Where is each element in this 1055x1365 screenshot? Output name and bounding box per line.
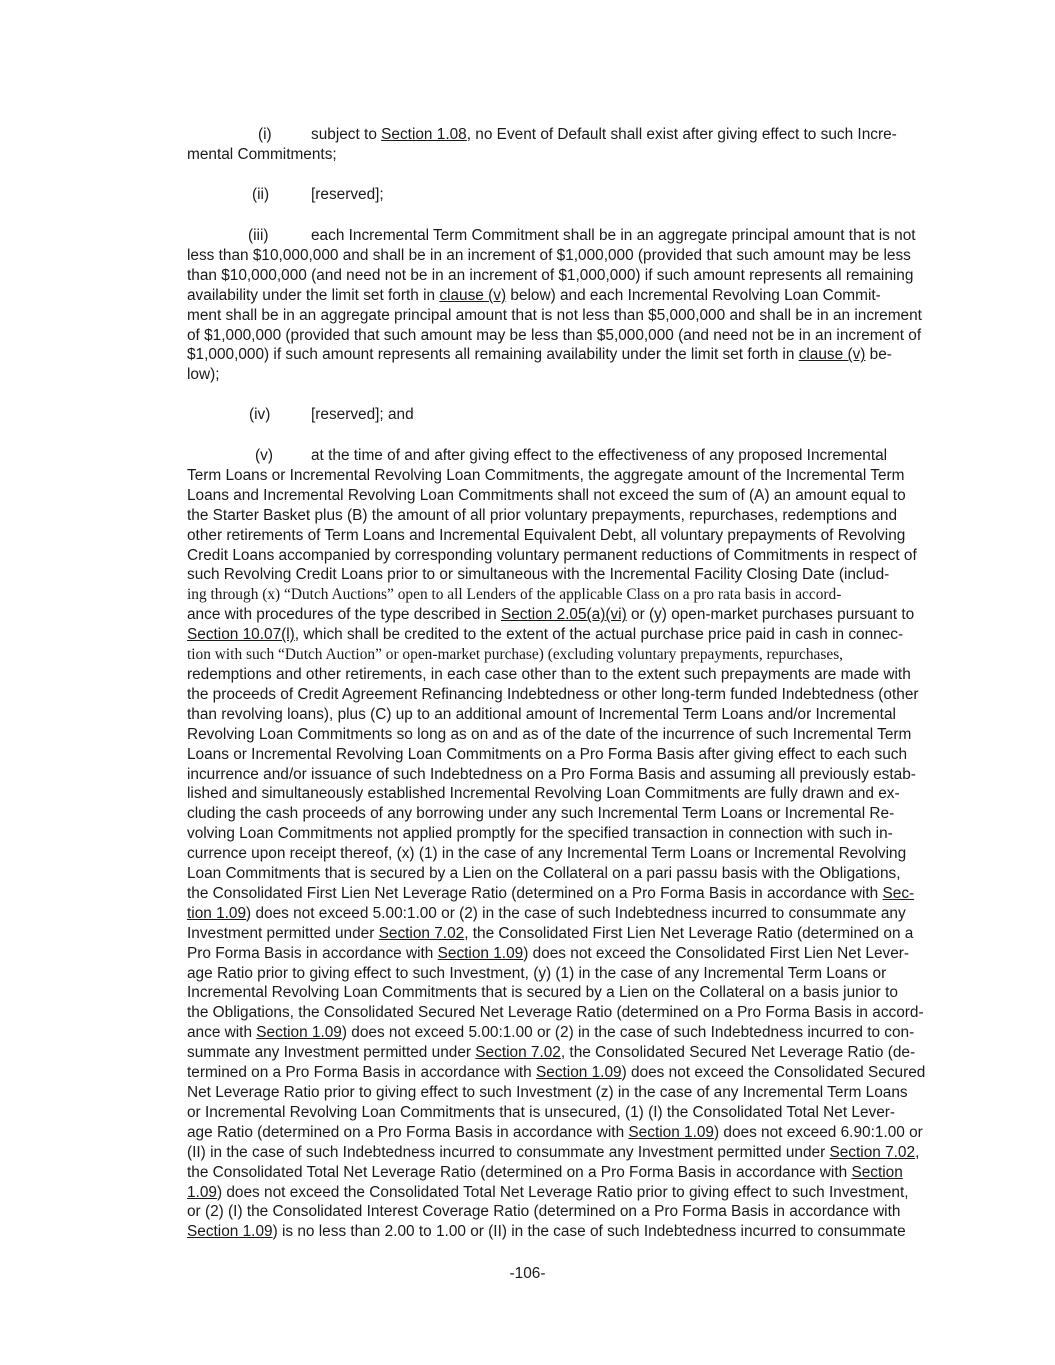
section-1-09-link[interactable]: Section 1.09 — [536, 1064, 622, 1082]
section-1-08-link[interactable]: Section 1.08 — [381, 126, 467, 143]
section-2-05-link[interactable]: Section 2.05(a)(vi) — [500, 606, 627, 624]
section-1-09-link[interactable]: Section 1.09 — [256, 1024, 342, 1042]
clause-iii: (iii) each Incremental Term Commitment shall be in an aggregate principal amount that is not less than $10,000,000 and shall be in an increment of $1,000,000 (provided that such amount may be less than $10,000,000 (and need not be in an increment of $1,000,000) if such amount represents all remaining availability under the limit set forth in clause (v) below) and each Incremental Revolving Loan Commit- ment shall be in an aggregate principal amount that is not less than $5,000,000 and shall be in an increment of $1,000,000 (provided that such amount may be less than $5,000,000 (and need not be in an increment of $1,000,000) if such amount represents all remaining availability under the limit set forth in clause (v) be- low); — [187, 227, 922, 384]
clause-iii-label: (iii) — [248, 227, 269, 244]
clause-ii-text: [reserved]; — [311, 186, 384, 203]
clause-iv — [187, 405, 932, 425]
page-number: -106- — [509, 1265, 546, 1282]
clause-i-line-2: mental Commitments; — [187, 145, 337, 163]
clause-v: (v) at the time of and after giving effect to the effectiveness of any proposed Incremental Term Loans or Incremental Revolving Loan Commitments, the aggregate amount of the Incremental Term Loans and Incremental Revolving Loan Commitments shall not exceed the sum of (A) an amount equal to the Starter Basket plus (B) the amount of all prior voluntary prepayments, repurchases, redemptions and other retirements of Term Loans and Incremental Equivalent Debt, all voluntary prepayments of Revolving Credit Loans accompanied by corresponding voluntary permanent reductions of Commitments in respect of such Revolving Credit Loans prior to or simultaneous with the Incremental Facility Closing Date (includ- ing through (x) “Dutch Auctions” open to all Lenders of the applicable Class on a pro rata basis in accord- ance with procedures of the type described in Section 2.05(a)(vi) or (y) open-market purchases pursuant to Section 10.07(l), which shall be credited to the extent of the actual purchase price paid in cash in connec- tion with such “Dutch Auction” or open-market purchase) (excluding voluntary prepayments, repurchases, redemptions and other retirements, in each case other than to the extent such prepayments are made with the proceeds of Credit Agreement Refinancing Indebtedness or other long-term funded Indebtedness (other than revolving loans), plus (C) up to an additional amount of Incremental Term Loans and/or Incremental Revolving Loan Commitments so long as on and as of the date of the incurrence of such Incremental Term Loans or Incremental Revolving Loan Commitments on a Pro Forma Basis after giving effect to each such incurrence and/or issuance of such Indebtedness on a Pro Forma Basis and assuming all previously estab- lished and simultaneously established Incremental Revolving Loan Commitments are fully drawn and ex- cluding the cash proceeds of any borrowing under any such Incremental Term Loans or Incremental Re- volving Loan Commitments not applied promptly for the specified transaction in connection with such in- currence upon receipt thereof, (x) (1) in the case of any Incremental Term Loans or Incremental Revolving Loan Commitments that is secured by a Lien on the Collateral on a pari passu basis with the Obligations, the Consolidated First Lien Net Leverage Ratio (determined on a Pro Forma Basis in accordance with Sec- tion 1.09) does not exceed 5.00:1.00 or (2) in the case of such Indebtedness incurred to consummate any Investment permitted under Section 7.02, the Consolidated First Lien Net Leverage Ratio (determined on a Pro Forma Basis in accordance with Section 1.09) does not exceed the Consolidated First Lien Net Lever- age Ratio prior to giving effect to such Investment, (y) (1) in the case of any Incremental Term Loans or Incremental Revolving Loan Commitments that is secured by a Lien on the Collateral on a basis junior to the Obligations, the Consolidated Secured Net Leverage Ratio (determined on a Pro Forma Basis in accord- ance with Section 1.09) does not exceed 5.00:1.00 or (2) in the case of such Indebtedness incurred to con- summate any Investment permitted under Section 7.02, the Consolidated Secured Net Leverage Ratio (de- termined on a Pro Forma Basis in accordance with Section 1.09) does not exceed the Consolidated Secured Net Leverage Ratio prior to giving effect to such Investment (z) in the case of any Incremental Term Loans or Incremental Revolving Loan Commitments that is unsecured, (1) (I) the Consolidated Total Net Lever- age Ratio (determined on a Pro Forma Basis in accordance with Section 1.09) does not exceed 6.90:1.00 or (II) in the case of such Indebtedness incurred to consummate any Investment permitted under Section 7.02, the Consolidated Total Net Leverage Ratio (determined on a Pro Forma Basis in accordance with Section 1.09) does not exceed the Consolidated Total Net Leverage Ratio prior to giving effect to such Investment, or (2) (I) the Consolidated Interest Coverage Ratio (determined on a Pro Forma Basis in accordance with Section 1.09) is no less than 2.00 to 1.00 or (II) in the case of such Indebtedness incurred to consummate — [187, 447, 926, 1241]
clause-iv-text: [reserved]; and — [311, 406, 414, 423]
section-1-09-link[interactable]: Section 1.09 — [187, 1223, 273, 1241]
section-7-02-link[interactable]: Section 7.02 — [378, 924, 465, 942]
clause-i — [187, 125, 932, 165]
clause-v-link[interactable]: clause (v) — [439, 286, 507, 304]
section-1-09-link[interactable]: Section — [851, 1163, 903, 1181]
clause-ii — [187, 185, 932, 205]
section-7-02-link[interactable]: Section 7.02 — [829, 1143, 916, 1161]
section-1-09-link[interactable]: tion 1.09 — [187, 904, 247, 922]
section-1-09-link[interactable]: Section 1.09 — [437, 944, 524, 962]
section-1-09-link[interactable]: Sec- — [882, 884, 915, 902]
clause-v-link[interactable]: clause (v) — [798, 346, 866, 364]
clause-i-label: (i) — [258, 126, 272, 143]
section-10-07-link[interactable]: Section 10.07(l) — [187, 626, 295, 644]
clause-v-label: (v) — [255, 447, 273, 464]
section-7-02-link[interactable]: Section 7.02 — [475, 1044, 561, 1062]
clause-i-line-1: (i) subject to Section 1.08, no Event of Default shall exist after giving effect to such Incre- — [258, 126, 897, 143]
clause-ii-label: (ii) — [252, 186, 270, 203]
section-1-09-link[interactable]: Section 1.09 — [628, 1123, 714, 1141]
clause-iv-label: (iv) — [249, 406, 271, 423]
section-1-09-link[interactable]: 1.09 — [187, 1183, 217, 1201]
